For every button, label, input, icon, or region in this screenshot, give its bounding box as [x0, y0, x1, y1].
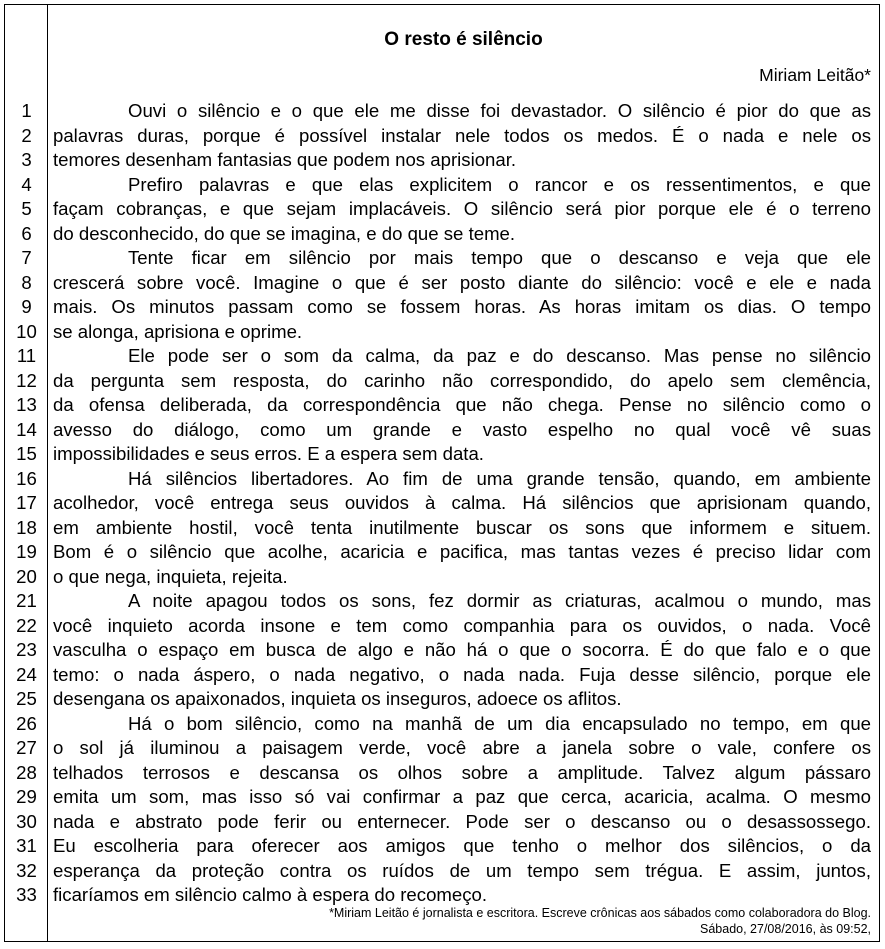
text-line	[5, 418, 879, 443]
text-line	[5, 442, 879, 467]
line-number: 6	[21, 222, 32, 244]
text-line	[5, 589, 879, 614]
text-line	[5, 712, 879, 737]
line-text: da pergunta sem resposta, do carinho não correspondido, do apelo sem clemência,	[53, 369, 871, 391]
line-number: 10	[16, 320, 37, 342]
line-number: 33	[16, 884, 37, 905]
text-body	[5, 99, 879, 908]
line-number: 31	[16, 835, 37, 856]
text-line	[5, 124, 879, 149]
line-number: 26	[16, 712, 37, 734]
line-text: impossibilidades e seus erros. E a espera sem data.	[53, 443, 484, 464]
line-text: Bom é o silêncio que acolhe, acaricia e pacifica, mas tantas vezes é preciso lidar com	[53, 541, 871, 562]
line-number: 19	[16, 541, 37, 562]
text-line	[5, 99, 879, 124]
text-line	[5, 761, 879, 786]
text-line	[5, 516, 879, 541]
line-text: façam cobranças, e que sejam implacáveis. O silêncio será pior porque ele é o terreno	[53, 198, 871, 219]
line-number: 29	[16, 786, 37, 807]
text-line	[5, 369, 879, 394]
line-text: Há o bom silêncio, como na manhã de um dia encapsulado no tempo, em que	[128, 712, 871, 734]
line-text: da ofensa deliberada, da correspondência que não chega. Pense no silêncio como o	[53, 394, 871, 415]
text-line	[5, 295, 879, 320]
line-number: 30	[16, 810, 37, 832]
line-text: Tente ficar em silêncio por mais tempo que o descanso e veja que ele	[128, 247, 871, 268]
line-text: crescerá sobre você. Imagine o que é ser posto diante do silêncio: você e ele e nada	[53, 271, 871, 293]
line-number: 1	[21, 100, 32, 121]
text-line	[5, 148, 879, 173]
line-number: 5	[21, 198, 32, 219]
line-number: 3	[21, 149, 32, 170]
line-text: mais. Os minutos passam como se fossem horas. As horas imitam os dias. O tempo	[53, 296, 871, 317]
line-number: 15	[16, 443, 37, 464]
text-line	[5, 197, 879, 222]
line-text: acolhedor, você entrega seus ouvidos à calma. Há silêncios que aprisionam quando,	[53, 492, 871, 513]
line-text: telhados terrosos e descansa os olhos sobre a amplitude. Talvez algum pássaro	[53, 761, 871, 783]
text-line	[5, 271, 879, 296]
line-text: Ouvi o silêncio e o que ele me disse foi devastador. O silêncio é pior do que as	[128, 100, 871, 121]
line-number: 2	[21, 124, 32, 146]
footnote-line-1: *Miriam Leitão é jornalista e escritora. Escreve crônicas aos sábados como colaboradora do Blog.	[329, 906, 871, 920]
line-number: 4	[21, 173, 32, 195]
line-number: 7	[21, 247, 32, 268]
line-number: 16	[16, 467, 37, 489]
text-line	[5, 834, 879, 859]
line-number: 22	[16, 614, 37, 636]
line-text: esperança da proteção contra os ruídos de um tempo sem trégua. E assim, juntos,	[53, 859, 871, 881]
text-line	[5, 736, 879, 761]
line-text: palavras duras, porque é possível instalar nele todos os medos. É o nada e nele os	[53, 124, 871, 146]
line-text: ficaríamos em silêncio calmo à espera do recomeço.	[53, 884, 488, 905]
line-text: Eu escolheria para oferecer aos amigos que tenho o melhor dos silêncios, o da	[53, 835, 871, 856]
document-frame	[4, 4, 880, 942]
line-text: você inquieto acorda insone e tem como companhia para os ouvidos, o nada. Você	[53, 614, 871, 636]
text-line	[5, 344, 879, 369]
line-text: A noite apagou todos os sons, fez dormir as criaturas, acalmou o mundo, mas	[128, 590, 871, 611]
text-line	[5, 393, 879, 418]
line-number: 32	[16, 859, 37, 881]
text-line	[5, 614, 879, 639]
line-text: Há silêncios libertadores. Ao fim de uma grande tensão, quando, em ambiente	[128, 467, 871, 489]
line-text: o sol já iluminou a paisagem verde, você abre a janela sobre o vale, confere os	[53, 737, 871, 758]
line-number: 18	[16, 516, 37, 538]
text-line	[5, 467, 879, 492]
line-text: Ele pode ser o som da calma, da paz e do descanso. Mas pense no silêncio	[128, 345, 871, 366]
line-number: 25	[16, 688, 37, 709]
line-number: 11	[16, 345, 37, 366]
line-text: se alonga, aprisiona e oprime.	[53, 320, 303, 342]
page-title: O resto é silêncio	[384, 29, 543, 50]
text-line	[5, 859, 879, 884]
line-number: 28	[16, 761, 37, 783]
line-number: 20	[16, 565, 37, 587]
line-number: 14	[16, 418, 37, 440]
line-number: 27	[16, 737, 37, 758]
line-text: Prefiro palavras e que elas explicitem o rancor e os ressentimentos, e que	[128, 173, 871, 195]
line-text: temo: o nada áspero, o nada negativo, o nada nada. Fuja desse silêncio, porque ele	[53, 663, 871, 685]
text-line	[5, 687, 879, 712]
text-line	[5, 638, 879, 663]
text-line	[5, 785, 879, 810]
line-text: o que nega, inquieta, rejeita.	[53, 565, 288, 587]
text-line	[5, 663, 879, 688]
line-text: vasculha o espaço em busca de algo e não há o que o socorra. É do que falo e o que	[53, 639, 871, 660]
line-text: desengana os apaixonados, inquieta os inseguros, adoece os aflitos.	[53, 688, 622, 709]
line-number: 9	[21, 296, 32, 317]
text-line	[5, 883, 879, 908]
line-text: temores desenham fantasias que podem nos aprisionar.	[53, 149, 517, 170]
line-text: avesso do diálogo, como um grande e vasto espelho no qual você vê suas	[53, 418, 871, 440]
line-number: 8	[21, 271, 32, 293]
text-line	[5, 222, 879, 247]
line-text: do desconhecido, do que se imagina, e do que se teme.	[53, 222, 516, 244]
line-number: 24	[16, 663, 37, 685]
text-line	[5, 540, 879, 565]
line-number: 21	[16, 590, 37, 611]
text-line	[5, 565, 879, 590]
text-line	[5, 173, 879, 198]
footnote-line-2: Sábado, 27/08/2016, às 09:52,	[700, 922, 871, 936]
text-line	[5, 491, 879, 516]
text-line	[5, 810, 879, 835]
line-text: em ambiente hostil, você tenta inutilmente buscar os sons que informem e situem.	[53, 516, 871, 538]
line-text: emita um som, mas isso só vai confirmar a paz que cerca, acaricia, acalma. O mesmo	[53, 786, 871, 807]
line-number: 17	[16, 492, 37, 513]
line-number: 12	[16, 369, 37, 391]
text-line	[5, 246, 879, 271]
author-name: Miriam Leitão*	[759, 65, 871, 85]
line-number: 23	[16, 639, 37, 660]
line-number: 13	[16, 394, 37, 415]
line-text: nada e abstrato pode ferir ou enternecer. Pode ser o descanso ou o desassossego.	[53, 810, 871, 832]
text-line	[5, 320, 879, 345]
